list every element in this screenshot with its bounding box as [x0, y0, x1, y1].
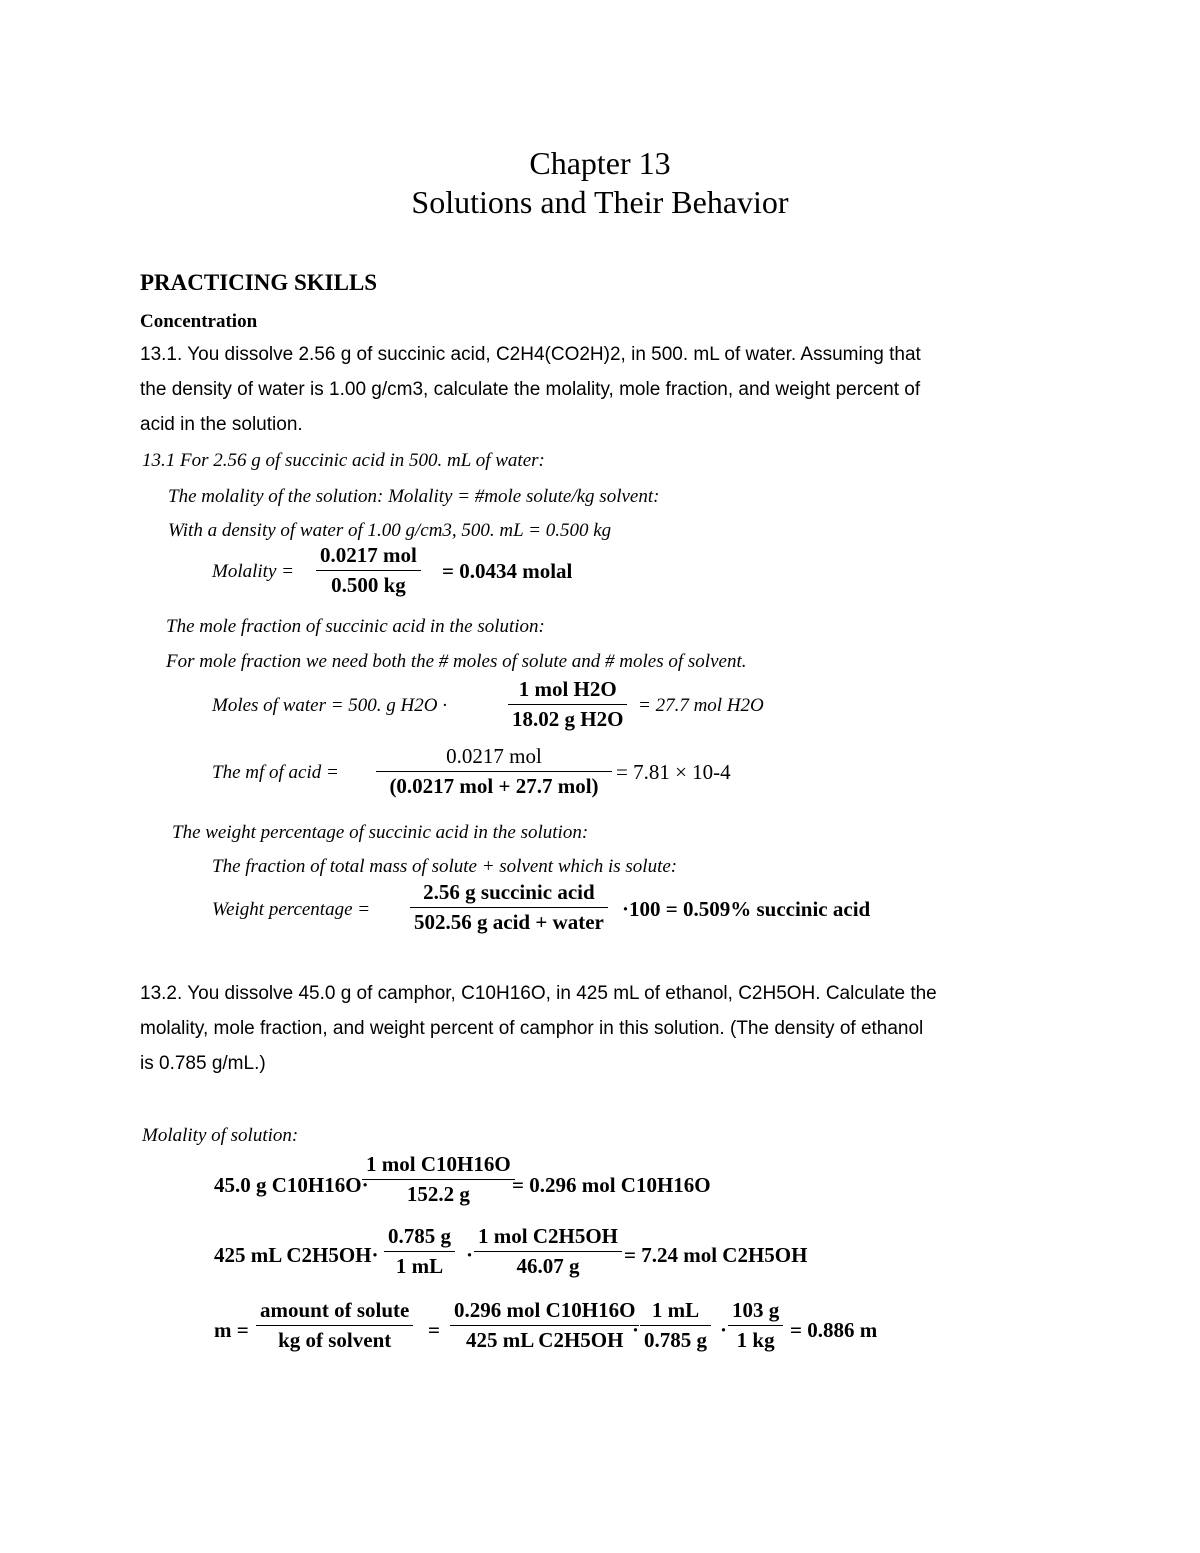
final-molality-result: = 0.886 m	[790, 1318, 878, 1342]
molality-definition-denominator: kg of solvent	[278, 1328, 392, 1352]
ethanol-density-numerator: 0.785 g	[384, 1224, 455, 1252]
question-13-2-line-3: is 0.785 g/mL.)	[140, 1053, 266, 1074]
molality-result: = 0.0434 molal	[442, 559, 573, 583]
mole-fraction-label: The mf of acid =	[212, 762, 339, 783]
camphor-mass: 45.0 g C10H16O·	[214, 1173, 369, 1197]
water-fraction	[508, 677, 627, 732]
chapter-number: Chapter 13	[529, 145, 671, 181]
mole-fraction-numerator: 0.0217 mol	[376, 744, 612, 772]
camphor-fraction	[362, 1152, 515, 1207]
answer-13-1-intro: 13.1 For 2.56 g of succinic acid in 500. mL of water:	[142, 450, 545, 471]
molality-of-solution-heading: Molality of solution:	[142, 1125, 299, 1146]
dot-operator: ·	[720, 1318, 728, 1342]
question-13-2-line-1: 13.2. You dissolve 45.0 g of camphor, C10H16O, in 425 mL of ethanol, C2H5OH. Calculate the	[140, 983, 937, 1004]
question-13-1-line-1: 13.1. You dissolve 2.56 g of succinic acid, C2H4(CO2H)2, in 500. mL of water. Assuming that	[140, 344, 921, 365]
equals-sign: =	[428, 1318, 440, 1342]
mole-fraction-fraction	[376, 744, 612, 799]
density-inverse-fraction	[640, 1298, 711, 1353]
subsection-heading: Concentration	[140, 311, 258, 332]
dot-operator: ·	[466, 1243, 474, 1267]
water-numerator: 1 mol H2O	[508, 677, 627, 705]
ethanol-moles-result: = 7.24 mol C2H5OH	[624, 1243, 808, 1267]
chapter-title: Solutions and Their Behavior	[411, 184, 789, 220]
molality-numerator: 0.0217 mol	[316, 543, 421, 571]
density-inverse-denominator: 0.785 g	[644, 1328, 707, 1352]
molality-definition-fraction	[256, 1298, 413, 1353]
weight-percent-numerator: 2.56 g succinic acid	[410, 880, 608, 908]
ethanol-molar-fraction	[474, 1224, 622, 1279]
molality-symbol: m =	[214, 1318, 249, 1342]
ethanol-molar-denominator: 46.07 g	[516, 1254, 580, 1278]
molality-moles-numerator: 0.296 mol C10H16O	[450, 1298, 639, 1326]
section-heading: PRACTICING SKILLS	[140, 270, 378, 295]
density-note: With a density of water of 1.00 g/cm3, 500. mL = 0.500 kg	[168, 520, 612, 541]
weight-percent-heading: The weight percentage of succinic acid in the solution:	[172, 822, 589, 843]
question-13-1-line-2: the density of water is 1.00 g/cm3, calculate the molality, mole fraction, and weight percent of	[140, 379, 921, 400]
water-denominator: 18.02 g H2O	[512, 707, 624, 731]
water-moles-result: = 27.7 mol H2O	[638, 695, 764, 716]
molality-moles-denominator: 425 mL C2H5OH	[465, 1328, 624, 1352]
camphor-denominator: 152.2 g	[406, 1182, 470, 1206]
camphor-moles-result: = 0.296 mol C10H16O	[512, 1173, 711, 1197]
molality-moles-fraction	[450, 1298, 639, 1353]
density-inverse-numerator: 1 mL	[640, 1298, 711, 1326]
gram-kg-denominator: 1 kg	[736, 1328, 775, 1352]
gram-kg-fraction	[728, 1298, 783, 1353]
molality-definition: The molality of the solution: Molality = #mole solute/kg solvent:	[168, 486, 660, 507]
molality-definition-numerator: amount of solute	[256, 1298, 413, 1326]
water-moles-label: Moles of water = 500. g H2O ·	[212, 695, 448, 716]
weight-percent-result: ·100 = 0.509% succinic acid	[622, 897, 871, 921]
ethanol-density-fraction	[384, 1224, 455, 1279]
weight-fraction-note: The fraction of total mass of solute + solvent which is solute:	[212, 856, 678, 877]
weight-percent-denominator: 502.56 g acid + water	[414, 910, 604, 934]
dot-operator: ·	[632, 1318, 640, 1342]
mole-fraction-denominator: (0.0217 mol + 27.7 mol)	[389, 774, 599, 798]
ethanol-volume: 425 mL C2H5OH·	[214, 1243, 379, 1267]
molality-fraction	[316, 543, 421, 598]
question-13-1-line-3: acid in the solution.	[140, 414, 303, 435]
mole-fraction-need: For mole fraction we need both the # moles of solute and # moles of solvent.	[166, 651, 747, 672]
mole-fraction-heading: The mole fraction of succinic acid in the solution:	[166, 616, 545, 637]
gram-kg-numerator: 103 g	[728, 1298, 783, 1326]
camphor-numerator: 1 mol C10H16O	[362, 1152, 515, 1180]
ethanol-density-denominator: 1 mL	[395, 1254, 444, 1278]
question-13-2-line-2: molality, mole fraction, and weight percent of camphor in this solution. (The density of ethanol	[140, 1018, 924, 1039]
molality-denominator: 0.500 kg	[331, 573, 406, 597]
mole-fraction-result: = 7.81 × 10-4	[616, 760, 731, 784]
weight-percent-label: Weight percentage =	[212, 899, 371, 920]
weight-percent-fraction	[410, 880, 608, 935]
ethanol-molar-numerator: 1 mol C2H5OH	[474, 1224, 622, 1252]
molality-label: Molality =	[212, 561, 294, 582]
